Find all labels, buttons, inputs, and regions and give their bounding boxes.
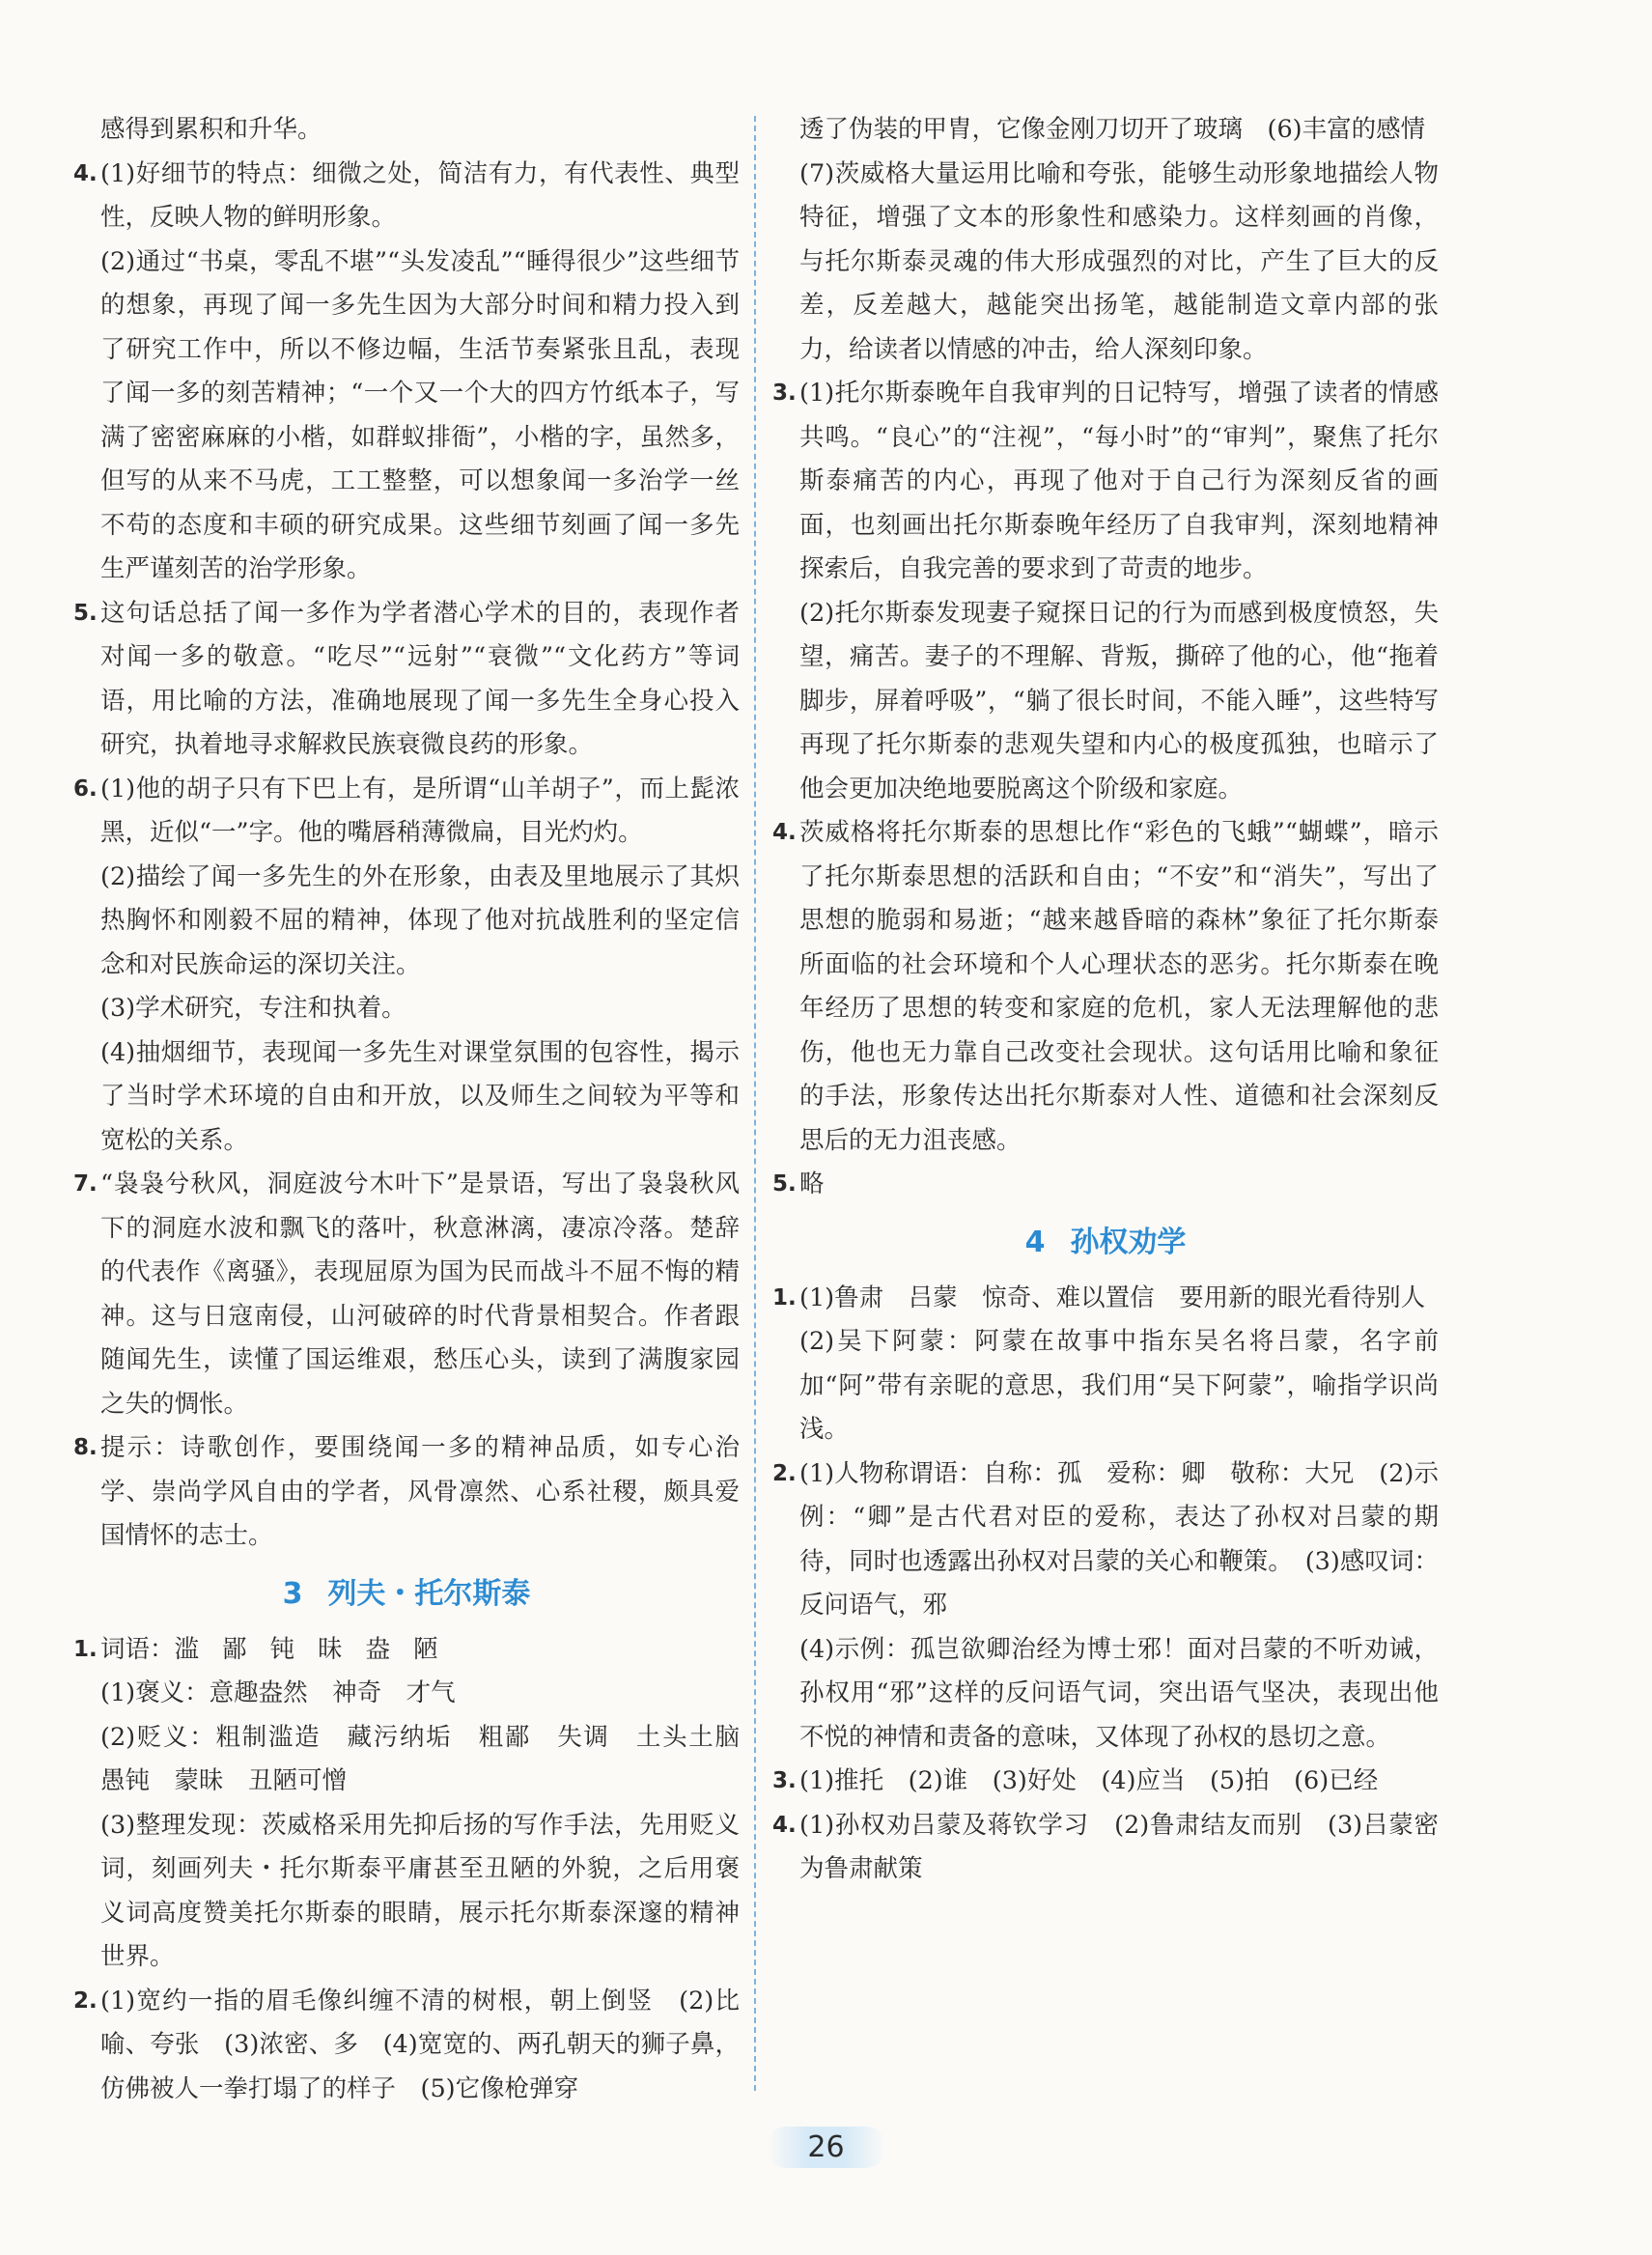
continued-text: 透了伪装的甲胄，它像金刚刀切开了玻璃 (6)丰富的感情 — [799, 115, 1426, 144]
section-title: 列夫・托尔斯泰 — [327, 1576, 531, 1611]
answer-text: 提示：诗歌创作，要围绕闻一多的精神品质，如专心治学、崇尚学风自由的学者，风骨凛然、心系社稷，颇具爱国情怀的志士。 — [100, 1433, 740, 1550]
answer-line: (1)鲁肃 吕蒙 惊奇、难以置信 要用新的眼光看待别人 — [799, 1283, 1426, 1312]
answer-line: (2)托尔斯泰发现妻子窥探日记的行为而感到极度愤怒，失望，痛苦。妻子的不理解、背叛，撕碎了他的心，他“拖着脚步，屏着呼吸”，“躺了很长时间，不能入睡”，这些特写再现了托尔斯泰的悲观失望和内心的极度孤独，也暗示了他会更加决绝地要脱离这个阶级和家庭。 — [799, 598, 1439, 803]
answer-line: (1)好细节的特点：细微之处，简洁有力，有代表性、典型性，反映人物的鲜明形象。 — [100, 158, 740, 232]
answer-text: 茨威格将托尔斯泰的思想比作“彩色的飞蛾”“蝴蝶”，暗示了托尔斯泰思想的活跃和自由；“不安”和“消失”，写出了思想的脆弱和易逝；“越来越昏暗的森林”象征了托尔斯泰所面临的社会环境和个人心理状态的恶劣。托尔斯泰在晚年经历了思想的转变和家庭的危机，家人无法理解他的悲伤，他也无力靠自己改变社会现状。这句话用比喻和象征的手法，形象传达出托尔斯泰对人性、道德和社会深刻反思后的无力沮丧感。 — [799, 818, 1439, 1155]
word: 鄙 — [222, 1634, 247, 1664]
answer-text: 这句话总括了闻一多作为学者潜心学术的目的，表现作者对闻一多的敬意。“吃尽”“远射”“衰微”“文化药方”等词语，用比喻的方法，准确地展现了闻一多先生全身心投入研究，执着地寻求解救民族衰微良药的形象。 — [100, 598, 740, 759]
answer-text: “袅袅兮秋风，洞庭波兮木叶下”是景语，写出了袅袅秋风下的洞庭水波和飘飞的落叶，秋意淋漓，凄凉冷落。楚辞的代表作《离骚》，表现屈原为国为民而战斗不屈不悔的精神。这与日寇南侵，山河破碎的时代背景相契合。作者跟随闻先生，读懂了国运维艰，愁压心头，读到了满腹家园之失的惆怅。 — [100, 1170, 740, 1419]
page-footer — [0, 2127, 1652, 2168]
word: 昧 — [318, 1634, 343, 1664]
word: 钝 — [269, 1634, 295, 1664]
s3-question-1 — [73, 1628, 765, 1980]
s4-question-3 — [772, 1760, 1439, 1804]
question-8 — [73, 1426, 740, 1559]
answer-line: (2)吴下阿蒙：阿蒙在故事中指东吴名将吕蒙，名字前加“阿”带有亲昵的意思，我们用“吴下阿蒙”，喻指学识尚浅。 — [799, 1327, 1439, 1444]
section-heading-4 — [772, 1221, 1439, 1265]
answer-line: (3)整理发现：茨威格采用先抑后扬的写作手法，先用贬义词，刻画列夫・托尔斯泰平庸甚至丑陋的外貌，之后用褒义词高度赞美托尔斯泰的眼睛，展示托尔斯泰深邃的精神世界。 — [100, 1810, 740, 1971]
question-number: 5. — [772, 1171, 797, 1197]
answer-line: (2)贬义：粗制滥造 藏污纳垢 粗鄙 失调 土头土脑 愚钝 蒙昧 丑陋可憎 — [100, 1722, 765, 1795]
answer-line: (2)通过“书桌，零乱不堪”“头发凌乱”“睡得很少”这些细节的想象，再现了闻一多先生因为大部分时间和精力投入到了研究工作中，所以不修边幅，生活节奏紧张且乱，表现了闻一多的刻苦精神；“一个又一个大的四方竹纸本子，写满了密密麻麻的小楷，如群蚁排衙”，小楷的字，虽然多，但写的从来不马虎，工工整整，可以想象闻一多治学一丝不苟的态度和丰硕的研究成果。这些细节刻画了闻一多先生严谨刻苦的治学形象。 — [100, 246, 740, 583]
s4-question-4 — [772, 1804, 1439, 1892]
s3-question-2 — [73, 1980, 740, 2112]
answer-text: (1)孙权劝吕蒙及蒋钦学习 (2)鲁肃结友而别 (3)吕蒙密为鲁肃献策 — [799, 1810, 1439, 1883]
question-4 — [772, 811, 1439, 1163]
column-divider — [754, 116, 756, 2091]
answer-line: (4)示例：孤岂欲卿治经为博士邪！面对吕蒙的不听劝诫，孙权用“邪”这样的反问语气词，突出语气坚决，表现出他不悦的神情和责备的意味，又体现了孙权的恳切之意。 — [799, 1634, 1439, 1752]
question-number: 1. — [772, 1284, 797, 1311]
s4-question-1 — [772, 1277, 1439, 1452]
question-7 — [73, 1163, 740, 1426]
word: 滥 — [174, 1634, 200, 1664]
word-list — [100, 1628, 740, 1673]
answer-line: (1)托尔斯泰晚年自我审判的日记特写，增强了读者的情感共鸣。“良心”的“注视”，“每小时”的“审判”，聚焦了托尔斯泰痛苦的内心，再现了他对于自己行为深刻反省的画面，也刻画出托尔斯泰晚年经历了自我审判，深刻地精神探索后，自我完善的要求到了苛责的地步。 — [799, 379, 1439, 583]
s4-question-2 — [772, 1452, 1439, 1761]
answer-line: (4)抽烟细节，表现闻一多先生对课堂氛围的包容性，揭示了当时学术环境的自由和开放，以及师生之间较为平等和宽松的关系。 — [100, 1037, 740, 1155]
question-3 — [772, 372, 1439, 811]
question-number: 1. — [73, 1636, 98, 1662]
question-number: 3. — [772, 1768, 797, 1793]
left-column — [73, 108, 765, 2111]
question-4 — [73, 153, 740, 592]
answer-text: 略 — [799, 1170, 825, 1198]
continued-text: (7)茨威格大量运用比喻和夸张，能够生动形象地描绘人物特征，增强了文本的形象性和感染力。这样刻画的肖像，与托尔斯泰灵魂的伟大形成强烈的对比，产生了巨大的反差，反差越大，越能突出扬笔，越能制造文章内部的张力，给读者以情感的冲击，给人深刻印象。 — [799, 158, 1439, 364]
question-5 — [772, 1163, 1439, 1207]
answer-line: (1)他的胡子只有下巴上有，是所谓“山羊胡子”，而上髭浓黑，近似“一”字。他的嘴唇稍薄微扁，目光灼灼。 — [100, 774, 740, 847]
section-number: 4 — [1024, 1225, 1046, 1259]
word: 盎 — [365, 1634, 391, 1664]
page-number: 26 — [767, 2127, 884, 2168]
word-label: 词语： — [100, 1634, 175, 1664]
section-heading-3 — [73, 1572, 740, 1617]
question-number: 6. — [73, 775, 98, 802]
question-number: 4. — [73, 160, 98, 186]
answer-line: (1)人物称谓语：自称：孤 爱称：卿 敬称：大兄 (2)示例：“卿”是古代君对臣的爱称，表达了孙权对吕蒙的期待，同时也透露出孙权对吕蒙的关心和鞭策。 (3)感叹词：反问语气，邪 — [799, 1458, 1439, 1620]
question-number: 5. — [73, 600, 98, 626]
question-6 — [73, 768, 740, 1164]
answer-text: (1)宽约一指的眉毛像纠缠不清的树根，朝上倒竖 (2)比喻、夸张 (3)浓密、多 (4)宽宽的、两孔朝天的狮子鼻，仿佛被人一拳打塌了的样子 (5)它像枪弹穿 — [100, 1986, 740, 2103]
question-number: 4. — [772, 820, 797, 845]
answer-line: (1)褒义：意趣盎然 神奇 才气 — [100, 1678, 456, 1707]
answer-line: (2)描绘了闻一多先生的外在形象，由表及里地展示了其炽热胸怀和刚毅不屈的精神，体现了他对抗战胜利的坚定信念和对民族命运的深切关注。 — [100, 861, 740, 979]
answer-text: (1)推托 (2)谁 (3)好处 (4)应当 (5)拍 (6)已经 — [799, 1766, 1379, 1795]
question-5 — [73, 592, 740, 768]
question-number: 3. — [772, 381, 797, 406]
right-column — [772, 108, 1439, 1892]
question-number: 7. — [73, 1171, 98, 1197]
continued-text: 感得到累积和升华。 — [100, 115, 322, 144]
section-title: 孙权劝学 — [1070, 1225, 1187, 1259]
question-number: 8. — [73, 1435, 98, 1460]
question-number: 2. — [73, 1987, 98, 2014]
section-number: 3 — [282, 1576, 303, 1611]
word: 陋 — [413, 1634, 438, 1664]
question-number: 2. — [772, 1460, 797, 1486]
question-number: 4. — [772, 1812, 797, 1838]
answer-line: (3)学术研究，专注和执着。 — [100, 994, 406, 1023]
